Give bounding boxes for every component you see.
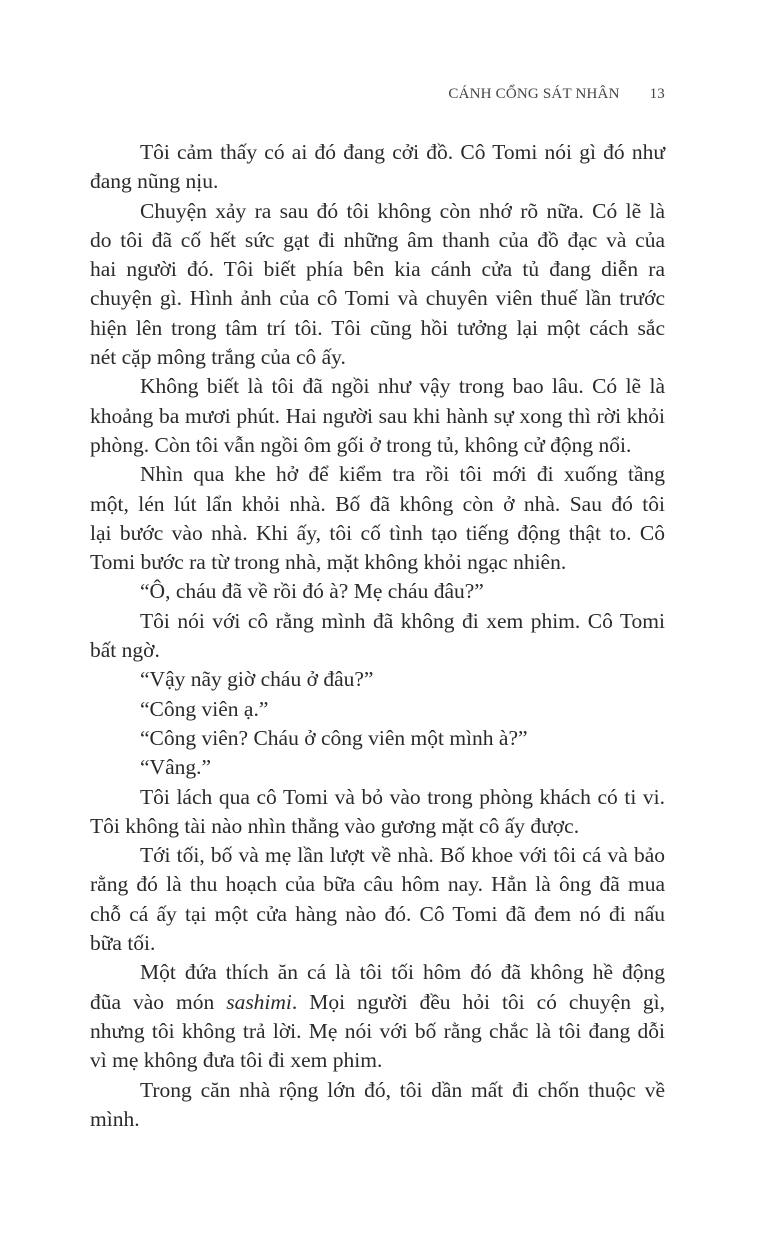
paragraph xyxy=(90,841,665,958)
text-line: Tôi cảm thấy có ai đó đang cởi đồ. Cô Tomi nói gì đó như xyxy=(140,140,665,164)
text-line: Tôi nói với cô rằng mình đã không đi xem phim. Cô Tomi xyxy=(140,608,665,633)
text-line: Không biết là tôi đã ngồi như vậy trong bao lâu. Có lẽ là xyxy=(140,374,665,399)
text-line: Trong căn nhà rộng lớn đó, tôi dần mất đi chốn thuộc về xyxy=(140,1077,665,1102)
text-line: hiện lên trong tâm trí tôi. Tôi cũng hồi tưởng lại một cách sắc xyxy=(90,315,665,340)
body-text xyxy=(90,138,665,1134)
text-line: “Vâng.” xyxy=(140,755,212,780)
text-line: khoảng ba mươi phút. Hai người sau khi hành sự xong thì rời khỏi xyxy=(90,403,665,428)
text-line: bất ngờ. xyxy=(90,638,160,663)
paragraph xyxy=(90,724,665,753)
text-line: Tôi lách qua cô Tomi và bỏ vào trong phòng khách có ti vi. xyxy=(140,784,665,809)
text-line: một, lén lút lẩn khỏi nhà. Bố đã không còn ở nhà. Sau đó tôi xyxy=(90,491,665,516)
text-line: bữa tối. xyxy=(90,931,156,956)
text-line: mình. xyxy=(90,1106,140,1131)
running-header xyxy=(90,86,665,103)
paragraph xyxy=(90,695,665,724)
running-title: CÁNH CỔNG SÁT NHÂN xyxy=(448,86,620,102)
text-line xyxy=(90,988,665,1017)
paragraph xyxy=(90,372,665,460)
paragraph xyxy=(90,138,665,197)
italic-term: sashimi xyxy=(226,989,292,1014)
text-line: Một đứa thích ăn cá là tôi tối hôm đó đã không hề động xyxy=(140,960,665,985)
paragraph xyxy=(90,753,665,782)
text-line: phòng. Còn tôi vẫn ngồi ôm gối ở trong tủ, không cử động nổi. xyxy=(90,432,632,457)
paragraph xyxy=(90,958,665,1075)
paragraph xyxy=(90,665,665,694)
text-line: “Công viên? Cháu ở công viên một mình à?” xyxy=(140,725,528,750)
text-run: đũa vào món xyxy=(90,989,227,1014)
text-line: vì mẹ không đưa tôi đi xem phim. xyxy=(90,1048,383,1073)
page-number: 13 xyxy=(649,86,665,102)
text-line: rằng đó là thu hoạch của bữa câu hôm nay. Hẳn là ông đã mua xyxy=(90,872,665,897)
text-line: “Công viên ạ.” xyxy=(140,696,269,721)
text-line: do tôi đã cố hết sức gạt đi những âm thanh của đồ đạc và của xyxy=(90,227,665,252)
text-line: Nhìn qua khe hở để kiểm tra rồi tôi mới đi xuống tầng xyxy=(140,462,665,487)
text-line: đang nũng nịu. xyxy=(90,169,219,194)
text-line: hai người đó. Tôi biết phía bên kia cánh cửa tủ đang diễn ra xyxy=(90,257,665,282)
text-line: Tới tối, bố và mẹ lần lượt về nhà. Bố khoe với tôi cá và bảo xyxy=(140,843,665,868)
text-line: Chuyện xảy ra sau đó tôi không còn nhớ rõ nữa. Có lẽ là xyxy=(140,198,665,223)
paragraph xyxy=(90,1076,665,1135)
paragraph xyxy=(90,577,665,606)
text-line: “Vậy nãy giờ cháu ở đâu?” xyxy=(140,667,374,692)
paragraph xyxy=(90,607,665,666)
text-line: nhưng tôi không trả lời. Mẹ nói với bố rằng chắc là tôi đang dỗi xyxy=(90,1018,665,1043)
paragraph xyxy=(90,783,665,842)
text-line: nét cặp mông trắng của cô ấy. xyxy=(90,345,346,370)
text-line: “Ô, cháu đã về rồi đó à? Mẹ cháu đâu?” xyxy=(140,579,484,604)
text-line: chuyện gì. Hình ảnh của cô Tomi và chuyên viên thuế lần trước xyxy=(90,286,665,311)
text-run: . Mọi người đều hỏi tôi có chuyện gì, xyxy=(291,989,666,1014)
text-line: Tomi bước ra từ trong nhà, mặt không khỏi ngạc nhiên. xyxy=(90,550,567,575)
text-line: lại bước vào nhà. Khi ấy, tôi cố tình tạo tiếng động thật to. Cô xyxy=(90,520,665,545)
paragraph xyxy=(90,197,665,373)
text-line: Tôi không tài nào nhìn thẳng vào gương mặt cô ấy được. xyxy=(90,813,580,838)
text-line: chỗ cá ấy tại một cửa hàng nào đó. Cô Tomi đã đem nó đi nấu xyxy=(90,901,665,926)
paragraph xyxy=(90,460,665,577)
